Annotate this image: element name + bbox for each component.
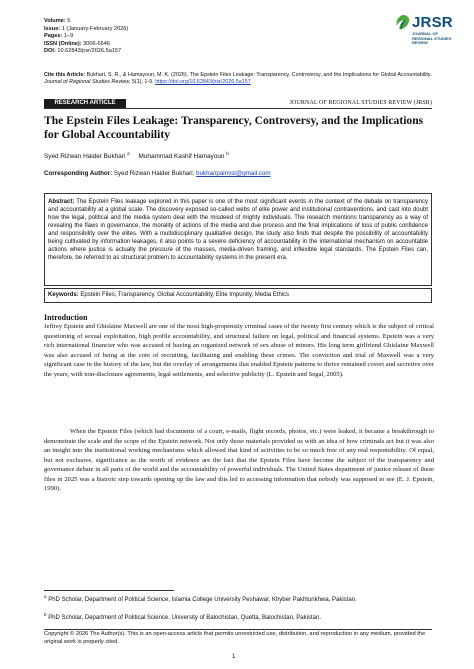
footnote-1: $^a$ PhD Scholar, Department of Political Science, Islamia College University Peshawar, Khyber Pakhtunkhwa, Pakistan. <box>44 594 357 603</box>
corresponding-label: Corresponding Author: <box>44 170 113 177</box>
authors-line <box>44 151 229 160</box>
intro-paragraph-2: When the Epstein Files (which had documents of a court, e-mails, flight records, photos, etc.) were leaked, it became a breakthrough to demonstrate the scale and the scope of the Epstein network. Not only those materials provided us with an idea of how criminals act but it was also an insight into the institutional working mechanisms which allowed that kind of activities to be so much free of any real responsibility. Of equal, but not exclusive, significance as the worth of evidence are the fact that the Epstein Files have become the subject of the transparency and governance debate in all parts of the world and the accountability of powerful individuals. The United States department of justice release of these files in 2025 was a historic step towards opening up the law and this led to accessing information that nobody was supposed to see (E. J. Epstein, 1990). <box>44 428 434 492</box>
abstract-label: Abstract: <box>48 199 75 205</box>
logo-wordmark: JRSR <box>412 14 453 31</box>
logo-subtitle: JOURNAL OF REGIONAL STUDIES REVIEW <box>412 31 452 46</box>
author-1: Syed Rizwan Haider Bukhari <box>44 153 126 161</box>
citation-volume: 5(1), 1-9. <box>131 79 154 86</box>
section-heading-introduction: Introduction <box>44 313 88 322</box>
research-article-badge: RESEARCH ARTICLE <box>44 99 126 108</box>
journal-logo <box>394 12 452 62</box>
author-2: Muhammad Kashif Hamayoun <box>138 153 225 161</box>
page-number: 1 <box>232 654 236 660</box>
citation-block <box>44 72 444 87</box>
article-title: The Epstein Files Leakage: Transparency, Controversy, and the Implications for Global Accountability <box>44 114 424 141</box>
corresponding-email-link[interactable]: bukharipalmist@gmail.com <box>196 170 271 177</box>
citation-label: Cite this Article: <box>44 72 86 78</box>
abstract-box <box>44 193 432 286</box>
meta-issn: ISSN (Online): 3006-6646 <box>44 40 110 47</box>
meta-pages: Pages: 1–9 <box>44 33 74 40</box>
journal-logo-icon <box>394 14 412 32</box>
citation-doi-link[interactable]: https://doi.org/10.62843/jrsr/2026.5a157 <box>155 79 251 86</box>
abstract-text: The Epstein Files leakage explored in this paper is one of the most significant events in the context of the debate on transparency and accountability at a global scale. The discovery exposed so-called webs of elite power and institutional contraventions, and cast into doubt how the legal, political and the media system deal with the misdeed of mighty individuals. The research mentions transparency as a way of revealing the flaws in governance, the morality of actions of the media and due process and the final implications of loss of public confidence and responsibility over the elites. With a multidisciplinary qualitative design, the study also finds that despite the possibility of accountability being cultivated by information leakages, it also points to a severe deficiency of accountability in the international mechanism on accountable actions where justice is actually the pressure of the masses, media-driven framing, and inflexible legal standards. The Epstein Files can, therefore, be referred to as structural problem to accountability systems in the present era. <box>48 199 428 262</box>
footnote-2: $^b$ PhD Scholar, Department of Political Science, University of Balochistan, Quetta, Balochistan, Pakistan. <box>44 612 321 621</box>
article-band <box>44 99 432 109</box>
author-1-mark: a <box>127 151 130 156</box>
copyright-divider <box>44 629 432 630</box>
keywords-box <box>44 288 432 303</box>
corresponding-name: Syed Rizwan Haider Bukhari; <box>113 170 195 177</box>
corresponding-author <box>44 170 271 177</box>
footnote-divider <box>44 590 174 591</box>
meta-doi: DOI: 10.62843/jrsr/2026.5a157 <box>44 48 122 55</box>
author-2-mark: b <box>226 151 229 156</box>
keywords-label: Keywords: <box>48 292 79 298</box>
meta-issue: Issue: 1 (January-February 2026) <box>44 25 129 32</box>
citation-text: Bukhari, S. R., & Hamayoun, M. K. (2026). The Epstein Files Leakage: Transparency, Controversy, and the Implications for Global Accountability. <box>86 72 432 78</box>
keywords-text: Epstein Files, Transparency, Global Accountability, Elite Impunity, Media Ethics <box>80 292 290 298</box>
citation-journal: Journal of Regional Studies Review, <box>44 79 131 86</box>
journal-name: JOURNAL OF REGIONAL STUDIES REVIEW (JRSR) <box>289 100 432 106</box>
copyright-notice: Copyright © 2026 The Author(s). This is an open-access article that permits unrestricted use, distribution, and reproduction in any medium, provided the original work is properly cited. <box>44 631 426 645</box>
meta-volume: Volume: 5 <box>44 18 71 24</box>
intro-paragraph-1: Jeffrey Epstein and Ghislaine Maxwell are one of the most high-propensity criminal cases of the twenty first century which is the subject of critical questioning of sexual exploitation, high profile accountability, and structural failure on legal, political and financial systems. Epstein was a very rich international financier who was accused of having an organized network of sex abuse of minors. His long term girlfriend Ghislaine Maxwell was also accused of being at the core of recruiting, facilitating and enabling these crimes. The conviction and trial of Maxwell was a very significant case in the history of the law, but the overlay of arrangements that enabled Epstein patterns to thrive remained covert and secretive over the years, with non-disclosure agreements, legal settlements, and selective publicity (L. Epstein and Segal, 2005). <box>44 323 434 378</box>
article-meta <box>44 18 128 56</box>
